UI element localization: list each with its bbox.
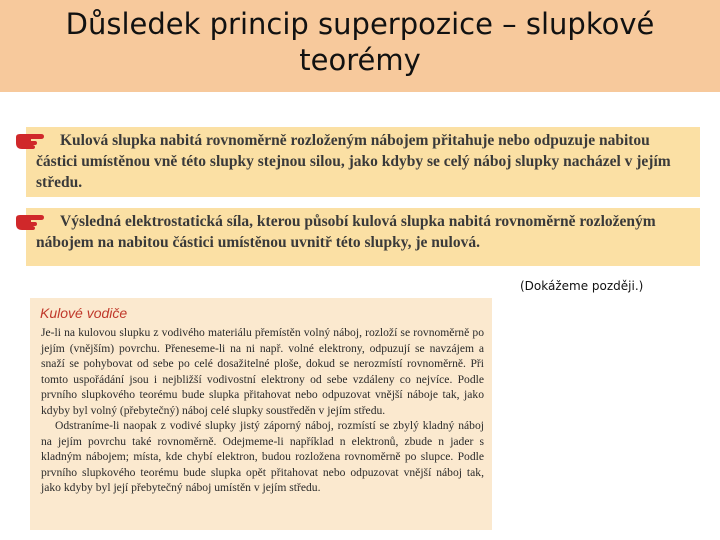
title-bar [0,0,720,92]
theorem-box-2 [26,208,700,266]
book-text [41,325,484,496]
theorem-box-1 [26,127,700,197]
book-excerpt [30,298,492,530]
theorem-text-1: Kulová slupka nabitá rovnoměrně rozloženým nábojem přitahuje nebo odpuzuje nabitou částici umístěnou vně této slupky stejnou silou, jako kdyby se celý náboj slupky nacházel v jejím středu. [36,132,671,191]
book-paragraph-1: Je-li na kulovou slupku z vodivého materiálu přemístěn volný náboj, rozloží se rovnoměrně po jejím (vnějším) povrchu. Přeneseme-li na ni např. volné elektrony, odpuzují se navzájem a snaží se pohybovat od sebe po celé dosažitelné ploše, dokud se nerozmístí rovnoměrně. Při tomto uspořádání jsou i nejbližší vodivostní elektrony od sebe vzdáleny co nejvíce. Podle prvního slupkového teorému bude slupka přitahovat nebo odpuzovat vnější náboje tak, jako kdyby byl volný (přebytečný) náboj celé slupky soustředěn v jejím středu. [41,326,484,417]
slide-title-line2: teorémy [299,43,421,77]
slide-title [0,0,720,78]
proof-note: (Dokážeme později.) [520,279,644,293]
slide-title-line1: Důsledek princip superpozice – slupkové [65,7,655,41]
theorem-text-2: Výsledná elektrostatická síla, kterou působí kulová slupka nabitá rovnoměrně rozloženým nábojem na nabitou částici umístěnou uvnitř této slupky, je nulová. [36,213,656,251]
book-paragraph-2: Odstraníme-li naopak z vodivé slupky jistý záporný náboj, rozmístí se zbylý kladný náboj na jejím povrchu také rovnoměrně. Odejmeme-li například n elektronů, zbude n jader s kladným nábojem; místa, kde chybí elektron, budou rozložena rovnoměrně po slupce. Podle prvního slupkového teorému bude slupka opět přitahovat nebo odpuzovat vnější náboj tak, jako kdyby byl její přebytečný náboj umístěn v jejím středu. [41,419,484,494]
book-heading: Kulové vodiče [40,305,128,321]
